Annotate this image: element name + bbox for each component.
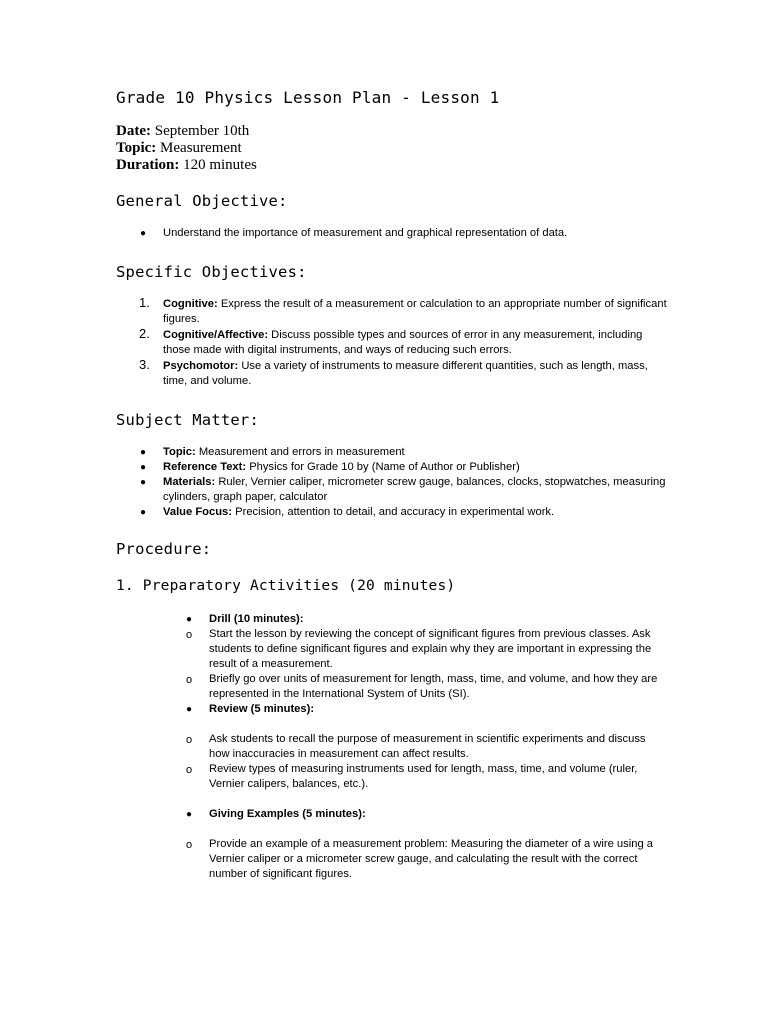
list-item xyxy=(186,627,668,672)
item-text: Physics for Grade 10 by (Name of Author or Publisher) xyxy=(249,461,520,473)
general-objective-heading: General Objective: xyxy=(116,192,288,210)
list-item-text: Understand the importance of measurement and graphical representation of data. xyxy=(163,227,568,239)
list-number: 2. xyxy=(139,326,150,341)
bullet-marker: ● xyxy=(140,228,147,239)
list-item xyxy=(116,359,668,389)
objective-label: Cognitive/Affective: xyxy=(163,329,269,341)
specific-objectives-list xyxy=(116,297,668,389)
item-text: Ask students to recall the purpose of measurement in scientific experiments and discuss how inaccuracies in measurement can affect results. xyxy=(209,733,646,760)
list-item xyxy=(186,702,668,717)
meta-topic-value: Measurement xyxy=(160,140,242,156)
preparatory-activities-heading: 1. Preparatory Activities (20 minutes) xyxy=(116,578,456,594)
item-label: Value Focus: xyxy=(163,506,233,518)
item-label: Review (5 minutes): xyxy=(209,703,315,715)
list-item xyxy=(116,445,668,460)
list-item xyxy=(186,807,668,822)
item-label: Giving Examples (5 minutes): xyxy=(209,808,366,820)
list-spacer xyxy=(186,792,668,807)
meta-topic-label: Topic: xyxy=(116,140,157,156)
item-label: Drill (10 minutes): xyxy=(209,613,304,625)
circle-marker: o xyxy=(186,734,193,746)
list-number: 3. xyxy=(139,357,150,372)
list-item xyxy=(186,732,668,762)
bullet-marker: ● xyxy=(140,447,147,458)
objective-label: Cognitive: xyxy=(163,298,218,310)
item-text: Briefly go over units of measurement for length, mass, time, and volume, and how they are represented in the International System of Units (SI). xyxy=(209,673,658,700)
objective-text: Use a variety of instruments to measure different quantities, such as length, mass, time, and volume. xyxy=(163,360,648,387)
list-number: 1. xyxy=(139,295,150,310)
circle-marker: o xyxy=(186,674,193,686)
document-title: Grade 10 Physics Lesson Plan - Lesson 1 xyxy=(116,88,500,107)
item-text: Review types of measuring instruments used for length, mass, time, and volume (ruler, Vernier calipers, balances, etc.). xyxy=(209,763,638,790)
item-text: Ruler, Vernier caliper, micrometer screw gauge, balances, clocks, stopwatches, measuring cylinders, graph paper, calculator xyxy=(163,476,666,503)
bullet-marker: ● xyxy=(140,507,147,518)
lesson-meta xyxy=(116,123,668,174)
item-text: Start the lesson by reviewing the concept of significant figures from previous classes. Ask students to define significant figures and explain why they are important in expressing the result of a measurement. xyxy=(209,628,652,670)
meta-date xyxy=(116,123,668,140)
item-label: Materials: xyxy=(163,476,216,488)
bullet-marker: ● xyxy=(186,614,193,625)
meta-topic xyxy=(116,140,668,157)
procedure-list xyxy=(186,612,668,882)
meta-duration-label: Duration: xyxy=(116,157,180,173)
meta-date-label: Date: xyxy=(116,123,151,139)
item-text: Measurement and errors in measurement xyxy=(198,446,405,458)
item-text: Provide an example of a measurement problem: Measuring the diameter of a wire using a Vernier caliper or a micrometer screw gauge, and calculating the result with the correct number of significant figures. xyxy=(209,838,653,880)
item-label: Reference Text: xyxy=(163,461,247,473)
subject-matter-heading: Subject Matter: xyxy=(116,411,259,429)
list-item xyxy=(116,297,668,327)
bullet-marker: ● xyxy=(186,704,193,715)
objective-label: Psychomotor: xyxy=(163,360,239,372)
list-item xyxy=(186,612,668,627)
circle-marker: o xyxy=(186,629,193,641)
meta-date-value: September 10th xyxy=(154,123,250,139)
list-item xyxy=(116,505,668,520)
meta-duration-value: 120 minutes xyxy=(183,157,257,173)
list-item xyxy=(186,837,668,882)
objective-text: Express the result of a measurement or calculation to an appropriate number of significant figures. xyxy=(163,298,667,325)
list-item xyxy=(116,328,668,358)
list-item xyxy=(186,672,668,702)
bullet-marker: ● xyxy=(140,462,147,473)
circle-marker: o xyxy=(186,764,193,776)
list-item xyxy=(186,762,668,792)
item-text: Precision, attention to detail, and accuracy in experimental work. xyxy=(235,506,555,518)
objective-text: Discuss possible types and sources of error in any measurement, including those made with digital instruments, and ways of reducing such errors. xyxy=(163,329,643,356)
list-item xyxy=(116,460,668,475)
list-item xyxy=(116,475,668,505)
procedure-heading: Procedure: xyxy=(116,540,212,558)
list-spacer xyxy=(186,717,668,732)
general-objective-list xyxy=(116,226,668,241)
meta-duration xyxy=(116,157,668,174)
list-item xyxy=(116,226,668,241)
circle-marker: o xyxy=(186,839,193,851)
list-spacer xyxy=(186,822,668,837)
item-label: Topic: xyxy=(163,446,196,458)
bullet-marker: ● xyxy=(140,477,147,488)
specific-objectives-heading: Specific Objectives: xyxy=(116,263,307,281)
bullet-marker: ● xyxy=(186,809,193,820)
subject-matter-list xyxy=(116,445,668,520)
